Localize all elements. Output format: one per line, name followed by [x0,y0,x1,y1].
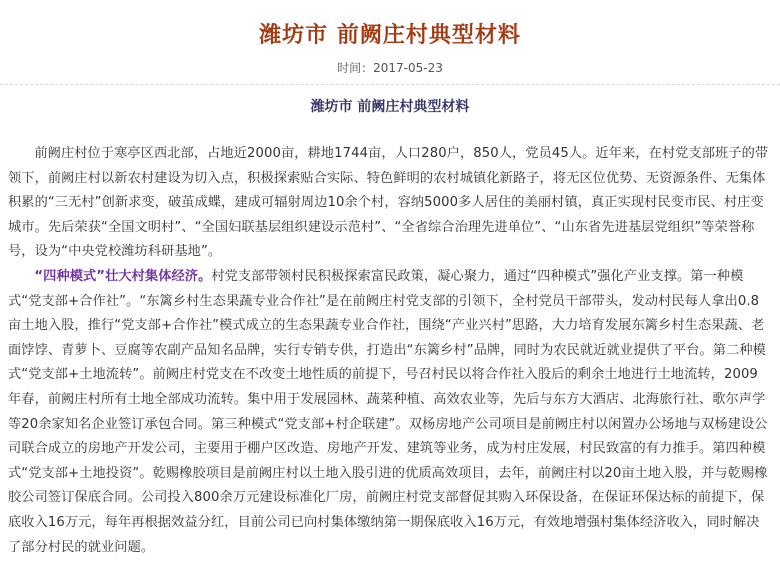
page-title: 潍坊市 前阙庄村典型材料 [259,23,521,48]
paragraph-four-models [8,265,770,560]
article-body [8,142,770,560]
header-divider [0,84,780,85]
paragraph-highlight: “四种模式”壮大村集体经济。 [34,268,212,284]
paragraph-intro [8,142,770,265]
publish-meta [0,59,780,76]
article-subtitle: 潍坊市 前阙庄村典型材料 [310,99,470,115]
paragraph-text: 村党支部带领村民积极探索富民政策，凝心聚力，通过“四种模式”强化产业支撑。第一种模式“党支部+合作社”。“东篱乡村生态果蔬专业合作社”是在前阙庄村党支部的引领下，全村党员干部带头，发动村民每人拿出0.8亩土地入股，推行“党支部+合作社”模式成立的生态果蔬专业合作社，围绕“产业兴村”思路，大力培育发展东篱乡村生态果蔬、老面饽饽、青萝卜、豆腐等农副产品知名品牌，实行专销专供，打造出“东篱乡村”品牌，同时为农民就近就业提供了平台。第二种模式“党支部+土地流转”。前阙庄村党支在不改变土地性质的前提下，号召村民以将合作社入股后的剩余土地进行土地流转，2009年春，前阙庄村所有土地全部成功流转。集中用于发展园林、蔬菜种植、高效农业等，先后与东方大酒店、北海旅行社、歌尔声学等20余家知名企业签订承包合同。第三种模式“党支部+村企联建”。双杨房地产公司项目是前阙庄村以闲置办公场地与双杨建设公司联合成立的房地产开发公司，主要用于棚户区改造、房地产开发、建筑等业务，成为村庄发展，村民致富的有力推手。第四种模式“党支部+土地投资”。乾赐橡胶项目是前阙庄村以土地入股引进的优质高效项目，去年，前阙庄村以20亩土地入股，并与乾赐橡胶公司签订保底合同。公司投入800余万元建设标准化厂房，前阙庄村党支部督促其购入环保设备，在保证环保达标的前提下，保底收入16万元，每年再根据效益分红，目前公司已向村集体缴纳第一期保底收入16万元，有效地增强村集体经济收入，同时解决了部分村民的就业问题。 [8,268,768,555]
publish-date: 2017-05-23 [373,61,443,75]
paragraph-text: 前阙庄村位于寒亭区西北部，占地近2000亩，耕地1744亩，人口280户，850人，党员45人。近年来，在村党支部班子的带领下，前阙庄村以新农村建设为切入点，积极探索贴合实际、特色鲜明的农村城镇化新路子，将无区位优势、无资源条件、无集体积累的“三无村”创新求变，破茧成蝶，建成可辐射周边10余个村，容纳5000多人居住的美丽村镇，真正实现村民变市民、村庄变城市。先后荣获“全国文明村”、“全国妇联基层组织建设示范村”、“全省综合治理先进单位”、“山东省先进基层党组织”等荣誉称号，设为“中央党校潍坊科研基地”。 [8,146,769,260]
time-label: 时间： [337,61,374,75]
